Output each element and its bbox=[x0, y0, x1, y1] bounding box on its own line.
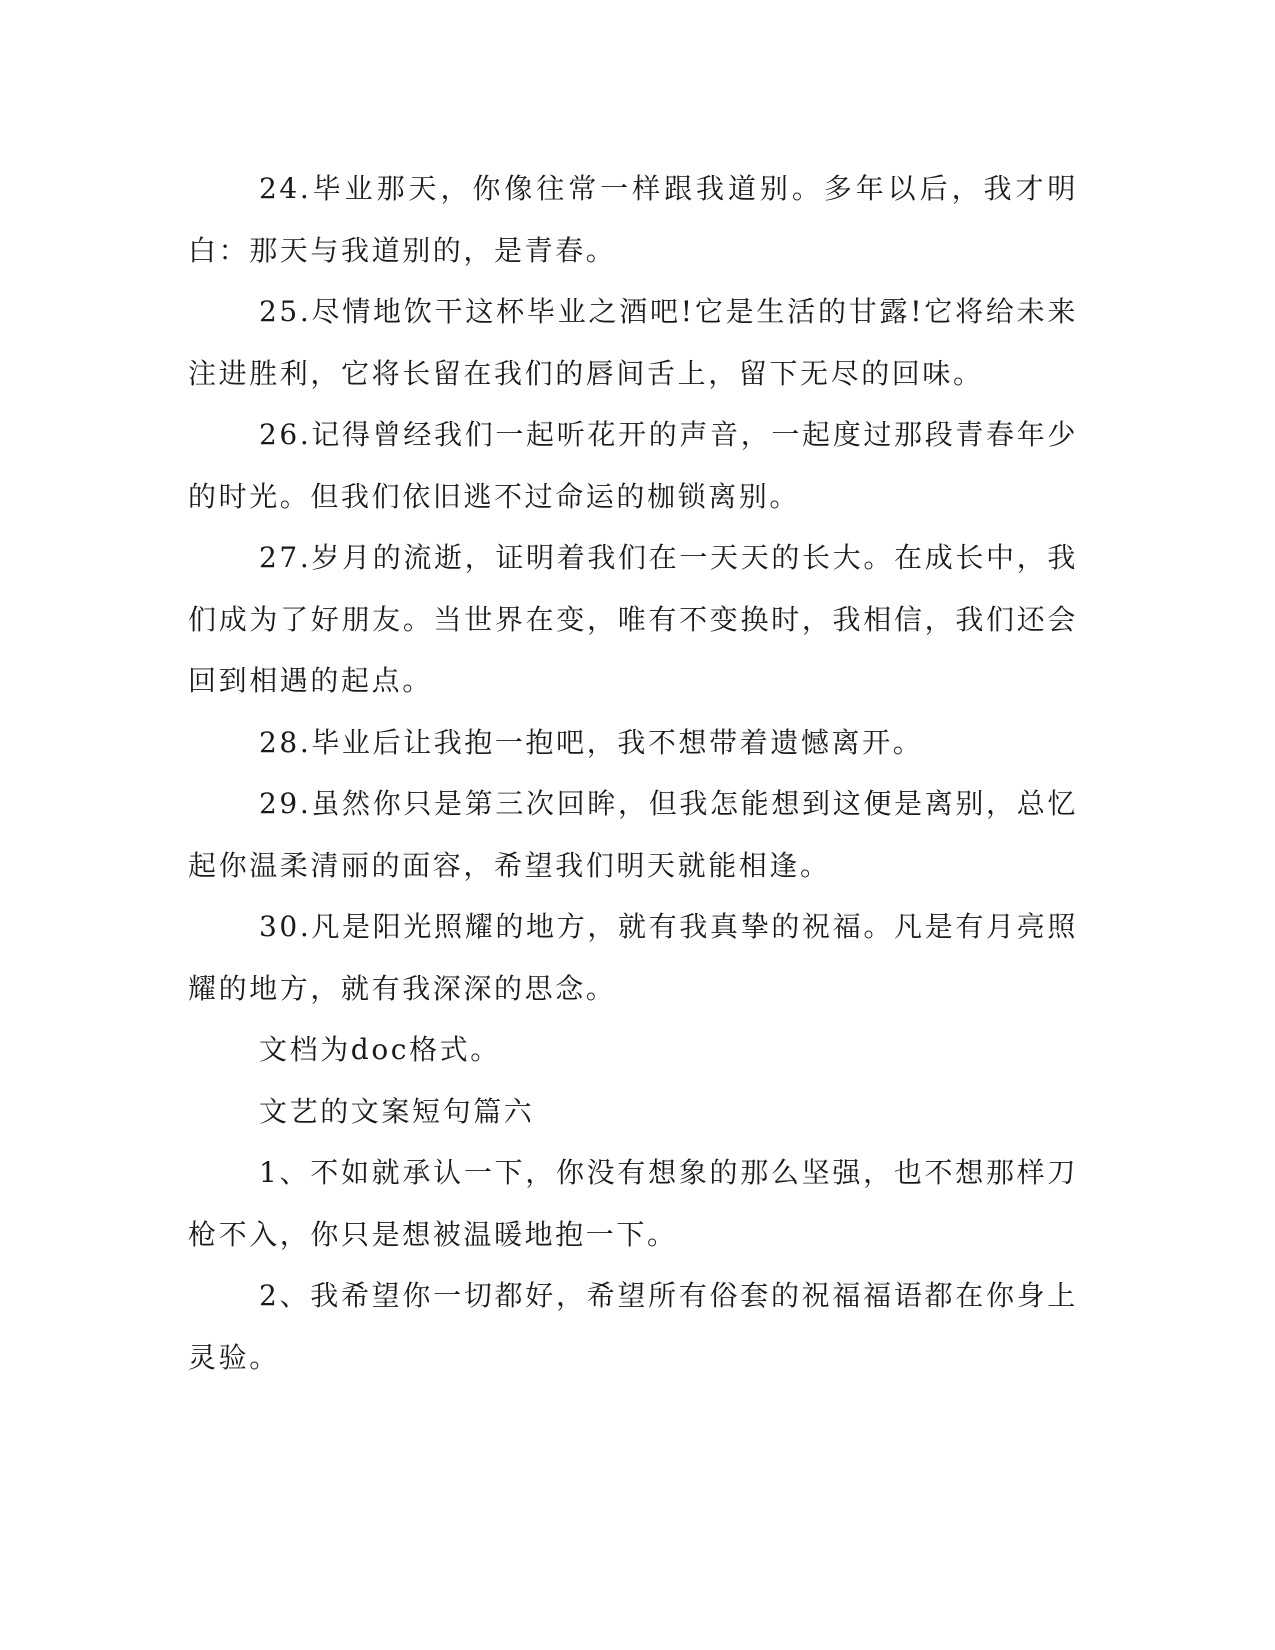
document-body bbox=[188, 158, 1078, 1388]
paragraph-27: 27.岁月的流逝，证明着我们在一天天的长大。在成长中，我们成为了好朋友。当世界在变，唯有不变换时，我相信，我们还会回到相遇的起点。 bbox=[188, 541, 1078, 697]
paragraph-30: 30.凡是阳光照耀的地方，就有我真挚的祝福。凡是有月亮照耀的地方，就有我深深的思念。 bbox=[188, 910, 1078, 1005]
doc-format-note: 文档为doc格式。 bbox=[259, 1033, 501, 1066]
section-heading: 文艺的文案短句篇六 bbox=[259, 1094, 535, 1128]
paragraph-29: 29.虽然你只是第三次回眸，但我怎能想到这便是离别，总忆起你温柔清丽的面容，希望我们明天就能相逢。 bbox=[188, 787, 1078, 882]
paragraph-24: 24.毕业那天，你像往常一样跟我道别。多年以后，我才明白：那天与我道别的，是青春。 bbox=[188, 172, 1078, 267]
paragraph-item-1: 1、不如就承认一下，你没有想象的那么坚强，也不想那样刀枪不入，你只是想被温暖地抱一下。 bbox=[188, 1156, 1078, 1251]
paragraph-26: 26.记得曾经我们一起听花开的声音，一起度过那段青春年少的时光。但我们依旧逃不过命运的枷锁离别。 bbox=[188, 418, 1078, 513]
paragraph-28: 28.毕业后让我抱一抱吧，我不想带着遗憾离开。 bbox=[259, 725, 924, 759]
paragraph-item-2: 2、我希望你一切都好，希望所有俗套的祝福福语都在你身上灵验。 bbox=[188, 1279, 1078, 1374]
paragraph-25: 25.尽情地饮干这杯毕业之酒吧!它是生活的甘露!它将给未来注进胜利，它将长留在我们的唇间舌上，留下无尽的回味。 bbox=[188, 295, 1078, 390]
